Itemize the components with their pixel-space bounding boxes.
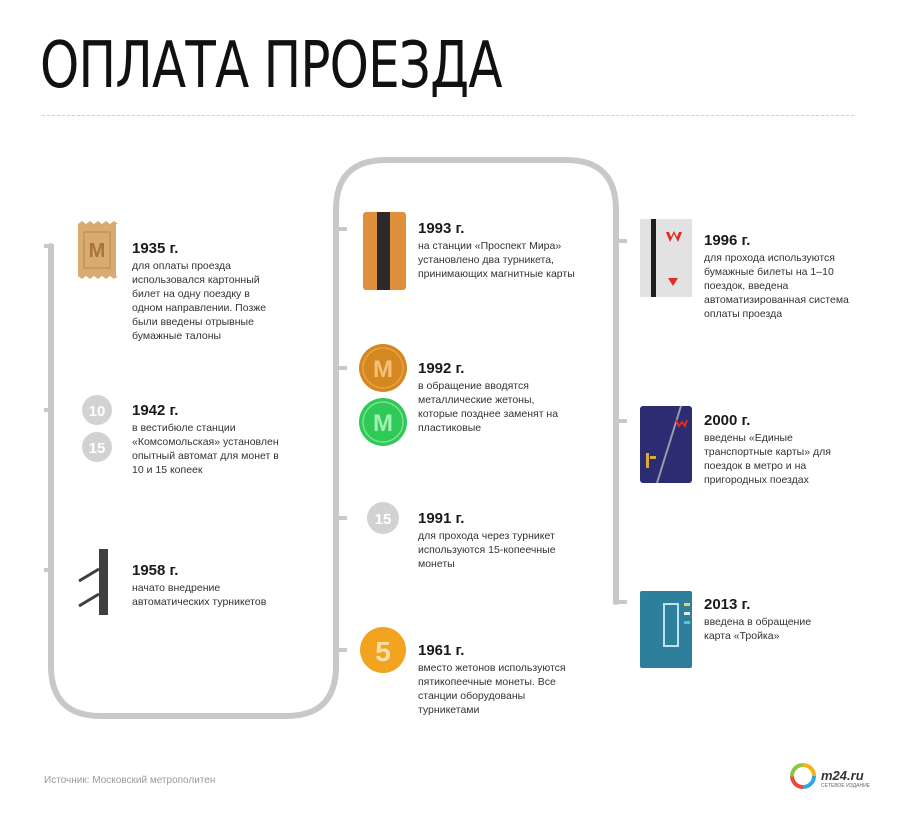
troika-card-icon: [640, 591, 692, 668]
entry-1958: [132, 562, 282, 609]
entry-text: для оплаты проезда использовался картонный билет на одну поездку в одном направлении. Позже были введены отрывные бумажные талоны: [132, 260, 267, 342]
entry-2013: [704, 596, 824, 643]
coin-15-1991-icon: [367, 502, 399, 534]
entry-year: 1958 г.: [132, 562, 179, 579]
entry-year: 1993 г.: [418, 220, 465, 237]
entry-text: начато внедрение автоматических турникетов: [132, 582, 267, 608]
entry-text: на станции «Проспект Мира» установлено два турникета, принимающих магнитные карты: [418, 240, 575, 280]
paper-ticket-1996-icon: [640, 219, 692, 297]
coin-5-icon: [360, 627, 406, 673]
entry-text: для прохода через турникет используются 15-копеечные монеты: [418, 530, 556, 570]
ticket-letter: М: [88, 240, 106, 262]
entry-year: 1991 г.: [418, 510, 465, 527]
entry-year: 2013 г.: [704, 596, 751, 613]
entry-2000: [704, 412, 864, 487]
icon-label: 10: [88, 403, 106, 420]
entry-1942: [132, 402, 282, 477]
icon-label: 15: [374, 511, 392, 528]
coin-15-icon: [82, 432, 112, 462]
entry-text: вместо жетонов используются пятикопеечные монеты. Все станции оборудованы турникетами: [418, 662, 566, 716]
entry-text: для прохода используются бумажные билеты на 1–10 поездок, введена автоматизированная система оплаты проезда: [704, 252, 849, 320]
entry-text: в обращение вводятся металлические жетоны, которые позднее заменят на пластиковые: [418, 380, 559, 434]
entry-text: введены «Единые транспортные карты» для поездок в метро и на пригородных поездах: [704, 432, 831, 486]
magnetic-card-icon: [363, 212, 406, 290]
entry-1996: [704, 232, 864, 321]
page-title: ОПЛАТА ПРОЕЗДА: [40, 29, 502, 103]
coin-10-icon: [82, 395, 112, 425]
token-plastic-icon: [359, 398, 407, 446]
icon-label: 15: [88, 440, 106, 457]
entry-year: 1942 г.: [132, 402, 179, 419]
m24-logo-icon: [792, 765, 814, 787]
brand-name[interactable]: m24.ru: [821, 768, 864, 783]
entry-1993: [418, 220, 588, 281]
transport-card-2000-icon: [640, 406, 692, 483]
entry-year: 1935 г.: [132, 240, 179, 257]
entry-year: 1996 г.: [704, 232, 751, 249]
token-metal-icon: [359, 344, 407, 392]
brand-tagline: СЕТЕВОЕ ИЗДАНИЕ: [821, 783, 870, 789]
turnstile-icon: [79, 549, 108, 615]
icon-label: М: [373, 356, 393, 383]
entry-year: 2000 г.: [704, 412, 751, 429]
ticket-1935-icon: [78, 221, 118, 279]
entry-1991: [418, 510, 568, 571]
icon-label: М: [373, 410, 393, 437]
entry-year: 1992 г.: [418, 360, 465, 377]
source-note: Источник: Московский метрополитен: [44, 775, 216, 786]
entry-1961: [418, 642, 568, 717]
entry-1992: [418, 360, 568, 435]
entry-text: в вестибюле станции «Комсомольская» установлен опытный автомат для монет в 10 и 15 копеек: [132, 422, 279, 476]
entry-1935: [132, 240, 282, 343]
icon-label: 5: [375, 636, 391, 667]
entry-year: 1961 г.: [418, 642, 465, 659]
entry-text: введена в обращение карта «Тройка»: [704, 616, 812, 642]
